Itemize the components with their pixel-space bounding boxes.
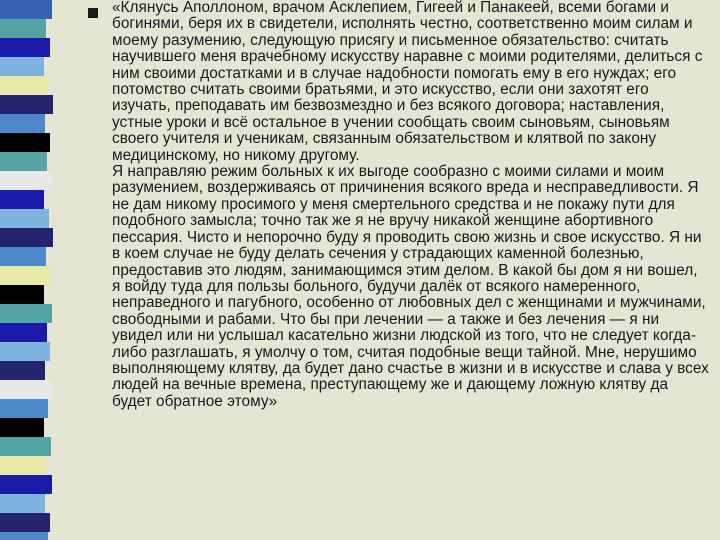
stripe (0, 190, 44, 209)
stripe (0, 171, 52, 190)
stripe (0, 76, 48, 95)
stripe (0, 133, 50, 152)
stripe (0, 304, 52, 323)
stripe (0, 19, 46, 38)
stripe (0, 380, 53, 399)
oath-paragraph-1: «Клянусь Аполлоном, врачом Асклепием, Гигеей и Панакеей, всеми богами и богинями, беря их в свидетели, исполнять честно, соответственно моим силам и моему разумению, следующую присягу и письменное обязательство: считать научившего меня врачебному искусству наравне с моими родителями, делиться с ним своими достатками и в случае надобности помогать ему в его нуждах; его потомство считать своими братьями, и это искусство, если они захотят его изучать, преподавать им безвозмездно и без всякого договора; наставления, устные уроки и всё остальное в учении сообщать своим сыновьям, сыновьям своего учителя и ученикам, связанным обязательством и клятвой по закону медицинскому, но никому другому. (112, 0, 703, 164)
stripe (0, 57, 44, 76)
stripe (0, 456, 46, 475)
bullet-square-icon (88, 8, 98, 18)
stripe (0, 494, 45, 513)
stripe (0, 513, 50, 532)
oath-paragraph-2: Я направляю режим больных к их выгоде сообразно с моими силами и моим разумением, воздерживаясь от причинения всякого вреда и несправедливости. Я не дам никому просимого у меня смертельного средства и не покажу пути для подобного замысла; точно так же я не вручу никакой женщине абортивного пессария. Чисто и непорочно буду я проводить свою жизнь и свое искусство. Я ни в коем случае не буду делать сечения у страдающих каменной болезнью, предоставив это людям, занимающимся этим делом. В какой бы дом я ни вошел, я войду туда для пользы больного, будучи далёк от всякого намеренного, неправедного и пагубного, особенно от любовных дел с женщинами и мужчинами, свободными и рабами. Что бы при лечении — а также и без лечения — я ни увидел или ни услышал касательно жизни людской из того, что не следует когда-либо разглашать, я умолчу о том, считая подобные вещи тайной. Мне, нерушимо выполняющему клятву, да будет дано счастье в жизни и в искусстве и слава у всех людей на вечные времена, преступающему же и дающему ложную клятву да будет обратное этому» (112, 163, 709, 410)
stripe (0, 95, 53, 114)
stripe (0, 399, 48, 418)
stripe (0, 114, 45, 133)
stripe (0, 342, 50, 361)
stripe (0, 38, 50, 57)
stripe (0, 361, 45, 380)
stripe (0, 285, 44, 304)
decorative-stripe-bar (0, 0, 55, 540)
stripe (0, 152, 47, 171)
stripe (0, 0, 52, 19)
stripe (0, 209, 49, 228)
stripe (0, 475, 52, 494)
stripe (0, 437, 51, 456)
stripe (0, 532, 48, 540)
stripe (0, 266, 50, 285)
stripe (0, 247, 46, 266)
stripe (0, 323, 47, 342)
oath-text (112, 0, 710, 410)
stripe (0, 228, 53, 247)
stripe (0, 418, 44, 437)
